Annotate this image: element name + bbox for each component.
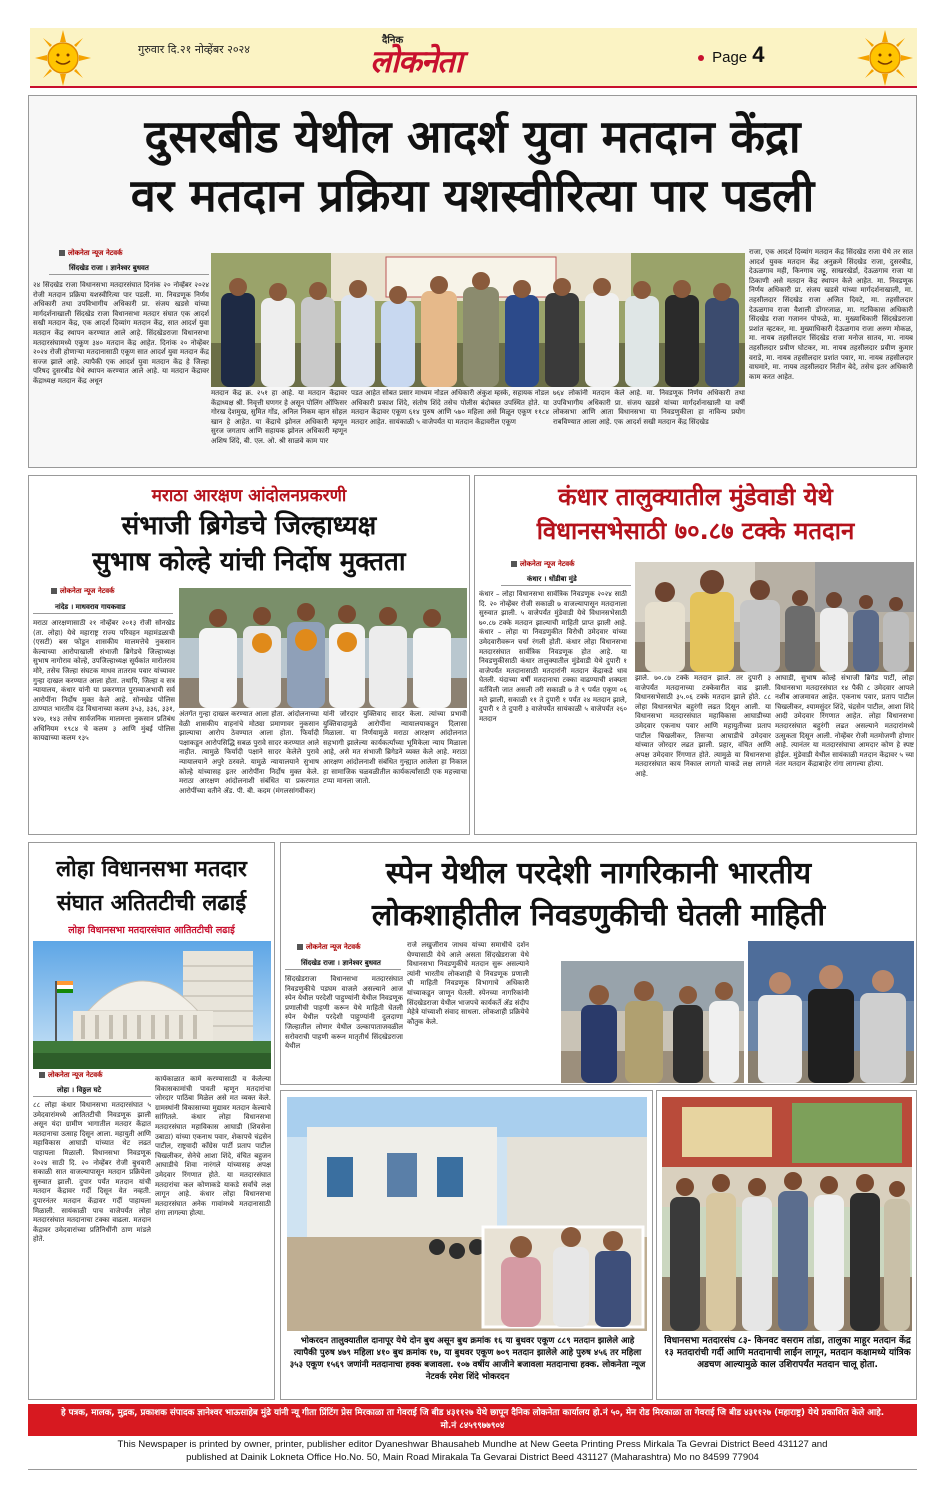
kinwat-photo [662,1097,912,1331]
maratha-column-1: मराठा आरक्षणासाठी २१ नोव्हेंबर २०१३ रोजी सोनखेड (ता. लोहा) येथे महाराष्ट्र राज्य परिवहन महामंडळाची (एसटी) बस फोडून शासकीय मालमत्तेचे नुकसान केल्याच्या आरोपाखाली संभाजी ब्रिगेडचे जिल्हाध्यक्ष सुभाष नागोराव कोल्हे, उपजिल्हाध्यक्ष सूर्यकांत मारोतराव मोरे, तसेच जिल्हा संघटक माधव तातराव पवार यांच्यावर गुन्हा दाखल करण्यात आला होता. तथापि, जिल्हा व सत्र न्यायालय, कंधार यांनी या प्रकरणात पुराव्याअभावी सर्व आरोपींना निर्दोष मुक्त केले आहे. सोनखेड पोलिस ठाण्यात भारतीय दंड विधानाच्या कलम ३५३, ३३६, ३३१, ४२७, १४३ तसेच सार्वजनिक मालमत्ता नुकसान प्रतिबंध अधिनियम १९८४ चे कलम ३ आणि मुंबई पोलिस कायद्याच्या कलम १३५ [33,619,175,743]
news-network-tag: लोकनेता न्यूज नेटवर्क [511,560,575,569]
lead-column-1: २४ सिंदखेड राजा विधानसभा मतदारसंघात दिनांक २० नोव्हेंबर २०२४ रोजी मतदान प्रक्रिया यशस्वीरित्या पार पडली. मा. निवडणूक निर्णय अधिकारी तथा उपविभागीय अधिकारी प्रा. संजय खडसे यांच्या मार्गदर्शनाखाली सिंदखेड राजा विधानसभा मतदार संघात एक आदर्श सखी मतदान केंद्र, एक आदर्श दिव्यांग मतदान केंद्र, सात आदर्श युवा मतदान केंद्र स्थापन करण्यात आले आहे. सिंदखेडराजा विधानसभा मतदारसंघामध्ये एकूण ३४० मतदान केंद्र आहेत. दिनांक २० नोव्हेंबर २०२४ रोजी होणाऱ्या मतदानासाठी एकूण सात आदर्श युवा मतदान केंद्र सज्ज झाले आहे. त्यापैकी एक आदर्श युवा मतदान केंद्र हे जिल्हा परिषद दुसरबीड येथे स्थापन करण्यात आले आहे. या मतदान केंद्रावर केंद्राध्यक्ष मतदान केंद्र अधून [33,281,209,385]
spain-column-2: राजे लखुजीराव जाधव यांच्या समाधीचे दर्शन घेण्यासाठी येथे आले असता सिंदखेडराजा येथे विधानसभा निवडणुकीचे मतदान सुरू असल्याने त्यांनी भारतीय लोकशाही चे निवडणूक प्रणाली ची माहिती निवडणूक विभागाचे अधिकारी यांच्याकडून जाणून घेतली. स्पेनच्या नागरिकांनी सिंदखेडराजा येथील भाजपचे कार्यकर्ते ॲड संदीप मेहेत्रे यांच्याशी संवाद साधला. लोकशाही प्रक्रियेचे कौतुक केले. [407,941,529,1026]
footer-imprint-english [28,1438,917,1470]
byline: सिंदखेड राजा । ज्ञानेश्वर बुधवत [49,264,209,275]
lead-headline [29,108,916,226]
news-network-tag: लोकनेता न्यूज नेटवर्क [59,249,123,258]
page-number: 4 [752,42,765,67]
sun-icon [33,28,93,88]
loha-subhead: लोहा विधानसभा मतदारसंघात आतितटीची लढाई [68,925,235,936]
maratha-headline-line1: संभाजी ब्रिगेडचे जिल्हाध्यक्ष [121,511,377,541]
footer-marathi-text: हे पत्रक, मालक, मुद्रक, प्रकाशक संपादक ज्ञानेश्वर भाऊसाहेब मुंढे यांनी न्यू गीता प्रिंटिंग प्रेस मिरकाळा ता गेवराई जि बीड ४३११२७ येथे छापून दैनिक लोकनेता कार्यालय हो.नं ५०, मेन रोड मिरकाळा ता गेवराई जि बीड ४३११२७ (महाराष्ट्र) येथे प्रकाशित केले आहे. मो.नं ८४५९९७७९०४ [60,1408,885,1431]
lead-column-2: मतदान केंद्र क्र. २५१ हा आहे. या मतदान केंद्रावर केंद्राध्यक्ष श्री. निवृत्ती घणगर हे असून पोलिंग ऑफिसर गोरख देशमुख, सुमित गोंड, अनिल निकम व्हान सोहल खान हे आहेत. या केंद्राचे झोनल अधिकारी म्हणून सुरज जगताप आणि सहायक झोनल अधिकारी म्हणून अशिष शिंदे, बी. एल. ओ. श्री साळवे काम पार [211,389,347,445]
byline: लोहा । विठ्ठल घटे [33,1086,151,1097]
spain-headline-line1: स्पेन येथील परदेशी नागरिकानी भारतीय [385,856,812,891]
footer-imprint-marathi [28,1404,917,1436]
lead-column-3: पडत आहेत सोबत प्रसार माध्यम नोडल अधिकारी अंकुश म्हस्के, सहायक नोडल अधिकारी प्रकाश शिंदे, संतोष शिंदे तसेच पोलीस बंदोबस्त उपस्थित होते. या मतदान केंद्रावर एकूण ६१४ पुरुष आणि ५७० महिला असे मिळून एकूण ११८४ मतदार आहेत. सायंकाळी ५ वाजेपर्यंत या मतदान केंद्रावरील एकूण [351,389,549,426]
bhokardan-caption: भोकरदन तालुक्यातील दानापूर येथे दोन बुथ असून बुथ क्रमांक १६ या बुथवर एकूण ८८९ मतदान झालेले आहे त्यापैकी पुरुष ४७९ महिला ४१० बुथ क्रमांक १७, या बुथवर एकूण ७०९ मतदान झालेले आहे पुरुष ४५६ तर महिला ३५३ एकूण १५६९ जणांनी मतदानाचा हक्क बजावला. १०७ वर्षीय आजीने बजावला मतदानाचा हक्क. लोकनेता न्यूज नेटवर्क रमेश शिंदे भोकरदन [289,1336,646,1382]
kandhar-headline-line2: विधानसभेसाठी ७०.८७ टक्के मतदान [536,517,855,545]
issue-date: गुरुवार दि.२१ नोव्हेंबर २०२४ [138,43,250,56]
loha-headline-line1: लोहा विधानसभा मतदार [56,857,247,882]
spain-photo-2 [748,941,914,1083]
lead-photo-officials [211,253,745,387]
lead-headline-line2: वर मतदान प्रक्रिया यशस्वीरित्या पार पडली [130,169,815,222]
lead-column-4: ७६४ लोकांनी मतदान केले आहे. मा. निवडणूक निर्णय अधिकारी तथा उपविभागीय अधिकारी प्रा. संजय खडसे यांच्या मार्गदर्शनाखाली या वर्षी लोकसभा आणि आता विधानसभा या निवडणुकीला हा नाविन्य प्रयोग राबविण्यात आला आहे. एक आदर्श सखी मतदान केंद्र सिंदखेड [553,389,745,426]
footer-english-line2: published at Dainik Lokneta Office Ho.No. 50, Main Road Mirakala Ta Gevarai District Beed 431127 (Maharashtra) Mo no 84599 77904 [186,1452,759,1463]
kinwat-photo-box [656,1090,917,1400]
loha-assembly-photo [33,941,271,1069]
news-network-tag: लोकनेता न्यूज नेटवर्क [51,587,115,596]
news-network-tag: लोकनेता न्यूज नेटवर्क [39,1071,103,1080]
spain-photo-1 [561,961,744,1083]
maratha-column-2: अंतर्गत गुन्हा दाखल करण्यात आला होता. आंदोलनाच्या वेळी शासकीय वाहनांचे मोठ्या प्रमाणावर नुकसान झाल्याचा आरोप ठेवण्यात आला होता. फिर्यादी पक्षाकडून आरोपसिद्धि सबळ पुरावे सादर करण्यात आले नाहीत. त्यामुळे फिर्यादी पक्षाने सादर केलेले पुरावे न्यायालयाने अपुरे ठरवले. यामुळे न्यायालयाने सुभाष कोल्हे यांच्यासह इतर आरोपींना निर्दोष मुक्त केले. मराठा आरक्षण आंदोलनाशी संबंधित या प्रकरणात आरोपींच्या वतीने ॲड. पी. बी. कदम (मंगलसांगवीकर) [179,710,319,795]
loha-column-2: कार्यकाळात कामे करण्यासाठी व केलेल्या विकासकामांची पावती म्हणून मतदारांचा जोरदार पाठिंबा मिळेल असे मत व्यक्त केले. ग्रामस्थांनी विकासाच्या मुद्यावर मतदान केल्याचे सांगितले. कंधार लोहा विधानसभा मतदारसंघात महाविकास आघाडी (शिवसेना उबाठा) यांच्या एकनाथ पवार, शेकापचे चंद्रसेन पाटील, राष्ट्रवादी काँग्रेस पार्टी प्रताप पाटील चिखलीकर, सेनेचे आशा शिंदे, वंचित बहुजन आघाडीचे शिवा नारंगले यांच्यासह अपक्ष उमेदवार रिंगणात होते. या मतदारसंघात मतदारांचा कल कोणाकडे याकडे सर्वांचे लक्ष लागून आहे. कंधार लोहा विधानसभा मतदारसंघात अनेक गावांमध्ये मतदानासाठी रांगा लागल्या होत्या. [155,1075,271,1218]
sun-icon [855,28,915,88]
kandhar-column-1: कंधार – लोहा विधानसभा सार्वत्रिक निवडणूक २०२४ साठी दि. २० नोव्हेंबर रोजी सकाळी ७ वाजल्यापासून मतदानाला सुरुवात झाली. ५ वाजेपर्यंत मुंडेवाडी येथे विधानसभेसाठी ७०.८७ टक्के मतदान झाल्याची माहिती प्राप्त झाली आहे. कंधार – लोहा या निवडणुकीत विरोधी उमेदवार यांच्या उमेदवारीवरून चर्चा रंगली होती. कंधार लोहा विधानसभा मतदारसंघात सार्वत्रिक निवडणूक होत आहे. या निवडणुकीसाठी कंधार तालुक्यातील मुंडेवाडी येथे दुपारी १ वाजेपर्यंत मतदानासाठी मतदारांनी मतदान केंद्राकडे धाव घेतली. यंदाच्या वर्षी मतदानाचा टक्का वाढण्याची शक्यता वर्तविली जात असली तरी सकाळी ७ ते ९ पर्यंत एकूण ०६ मते झाली, सकाळी ११ ते दुपारी १ पर्यंत २४ मतदान झाले, दुपारी १ ते दुपारी ३ वाजेपर्यंत सायंकाळी ५ वाजेपर्यंत २६० मतदान [479,590,627,723]
spain-column-1: सिंदखेडराजा विधानसभा मतदारसंघात निवडणुकीचे पडघम वाजले असल्याने आज स्पेन येथील परदेशी पाहुण्यांनी येथील निवडणूक प्रणालीची पाहणी करून येथे माहिती घेतली स्पेन येथील परदेशी पाहुण्यांनी दुलदाणा जिल्हातील लोणार येथील उल्कापाताजवळील सरोवराची पाहणी करून मातृतीर्थ सिंदखेडराजा येथील [285,975,403,1051]
kandhar-column-3: आघाडी, सुभाष कोल्हे संभाजी ब्रिगेड पार्टी, लोहा विधानसभा मतदारसंघात १४ पैकी ८ उमेदवार आपले नशीब आजमावत आहेत. एकनाथ पवार, प्रताप पाटील चिखलीकर, श्यामसुंदर शिंदे, चंद्रसेन पाटील, आशा शिंदे आदी उमेदवार रिंगणात आहेत. लोहा विधानसभा मतदारसंघात बहुरंगी लढत असल्याने मतदारांमध्ये उत्सुकता दिसून आली. नोव्हेंबर रोजी मतमोजणी होणार आहे. त्यानंतर या मतदारसंघाचा आमदार कोण हे स्पष्ट होईल. मुंडेवाडी येथील सायंकाळी मतदान केंद्रावर ५ च्या नंतर मतदान केंद्राबाहेर रांगा लागल्या होत्या. [775,674,914,769]
loha-headline-line2: संघात अतितटीची लढाई [56,891,247,916]
maratha-column-3: यांनी जोरदार युक्तिवाद सादर केला. त्यांच्या प्रभावी युक्तिवादामुळे आरोपींना न्यायालयाकडून दिलासा मिळाला. या निर्णयामुळे मराठा आरक्षण आंदोलनात सहभागी झालेल्या कार्यकर्त्यांच्या भूमिकेला न्याय मिळाला आहे, असे मत संभाजी ब्रिगेडने व्यक्त केले आहे. मराठा आरक्षण आंदोलनाशी संबंधित गुन्ह्यात आलेला हा निकाल हा सामाजिक चळवळीतील कार्यकर्त्यांसाठी एक महत्त्वाचा टप्पा मानला जातो. [323,710,467,786]
kandhar-column-2: झाले. ७०.८७ टक्के मतदान झाले. तर दुपारी ३ वाजेपर्यंत मतदानाच्या टक्केवारीत वाढ झाली. विधानसभेसाठी ३५.०६ टक्के मतदान झाले होते. ८८ लोहा विधानसभेत बहुरंगी लढत दिसून आली. या विधानसभा मतदारसंघात महाविकास आघाडीच्या उमेदवार एकनाथ पवार आणि महायुतीच्या प्रताप पाटील चिखलीकर, तिसऱ्या आघाडीचे उमेदवार यांच्यात जोरदार लढत झाली. प्रहार, वंचित आणि अपक्ष उमेदवार रिंगणात होते. त्यामुळे या विधानसभा मतदारसंघात काय निकाल लागतो याकडे लक्ष लागले आहे. [635,674,771,778]
kinwat-caption: विधानसभा मतदारसंघ ८३- किनवट वसराम तांडा, तालुका माहूर मतदान केंद्र १३ मतदारांची गर्दी आणि मतदानाची लाईन लागून, मतदान कक्षामध्ये यांत्रिक अडचण आल्यामुळे काल उशिरापर्यंत मतदान चालू होता. [664,1336,911,1370]
bhokardan-photo-box [280,1090,653,1400]
lead-headline-line1: दुसरबीड येथील आदर्श युवा मतदान केंद्रा [144,110,801,163]
kandhar-photo [635,562,914,672]
spain-headline-line2: लोकशाहीतील निवडणुकीची घेतली माहिती [371,898,826,933]
maratha-story [28,475,470,835]
maratha-photo [179,588,467,708]
page-indicator [698,42,764,68]
lead-story [28,95,917,468]
byline: सिंदखेड राजा । ज्ञानेश्वर बुधवत [285,959,401,970]
loha-column-1: ८८ लोहा कंधार विधानसभा मतदारसंघात ५ उमेदवारांमध्ये आतितटीची निवडणूक झाली असून यंदा ग्रामीण भागातील मतदार केंद्रात मतदानाचा उत्साह दिसून आला. महायुती आणि महाविकास आघाडी यांच्यात थेट लढत पाहायला मिळाली. विधानसभा निवडणूक २०२४ साठी दि. २० नोव्हेंबर रोजी बुधवारी सकाळी सात वाजल्यापासून मतदान प्रक्रियेला सुरुवात झाली. दुपार पर्यंत मतदान यांची मतदान केंद्रावर गर्दी दिसून येत नव्हती. दुपारनंतर मतदान केंद्रावर गर्दी पाहायला मिळाली. सायंकाळी पाच वाजेपर्यंत लोहा मतदारसंघात मतदानाचा टक्का वाढला. मतदान केंद्रावर उमेदवारांच्या प्रतिनिधींनी ठाण मांडले होते. [33,1101,151,1244]
paper-name: लोकनेता [370,44,462,80]
paper-small-label: दैनिक [382,35,404,46]
loha-story [28,842,275,1400]
bhokardan-photo [287,1097,647,1331]
kandhar-headline-line1: कंधार तालुक्यातील मुंडेवाडी येथे [558,483,833,511]
page-label: Page [712,49,748,66]
maratha-kicker: मराठा आरक्षण आंदोलनप्रकरणी [151,486,347,506]
news-network-tag: लोकनेता न्यूज नेटवर्क [297,943,361,952]
footer-english-line1: This Newspaper is printed by owner, printer, publisher editor Dyaneshwar Bhausaheb Mundhe at New Geeta Printing Press Mirkala Ta Gevrai District Beed 431127 and [117,1439,828,1450]
lead-column-5: राजा, एक आदर्श दिव्यांग मतदान केंद्र सिंदखेड राजा येथे तर सात आदर्श युवक मतदान केंद्र अनुक्रमे सिंदखेड राजा, दुसरबीड, देऊळगाव मही, किनगाव जट्टू, साखरखेर्डा, देऊळगाव राजा या ठिकाणी असे मतदान केंद्र स्थापन केले आहेत. मा. निवडणूक निर्णय अधिकारी प्रा. संजय खडसे यांच्या मार्गदर्शनाखाली, मा. तहसीलदार सिंदखेड राजा अजित दिवटे, मा. तहसीलदार देऊळगाव राजा वैशाली डोंगरजाळ, मा. गटविकास अधिकारी सिंदखेड राजा गजानन पोफळे, मा. मुख्याधिकारी सिंदखेडराजा प्रशांत व्हटकर, मा. मुख्याधिकारी देऊळगाव राजा अरुण मोकळ, मा. नायब तहसीलदार सिंदखेड राजा मनोज सातव, मा. नायब तहसीलदार प्रवीण घोटकर, मा. नायब तहसीलदार प्रवीण कुमार वराडे, मा. नायब तहसीलदार प्रशांत पवार, मा. नायब तहसीलदार वाघमारे, मा. नायब तहसीलदार नितीन बेदे, तसेच इतर अधिकारी काम करत आहेत. [749,248,913,381]
maratha-headline-line2: सुभाष कोल्हे यांची निर्दोष मुक्तता [92,547,406,577]
byline: कंधार । धोंडीबा मुंडे [501,575,631,586]
spain-story [280,842,917,1085]
byline: नांदेड । माधवराव गायकवाड [33,603,173,614]
masthead [30,28,917,88]
kandhar-story [474,475,917,835]
bullet-icon [698,55,704,61]
